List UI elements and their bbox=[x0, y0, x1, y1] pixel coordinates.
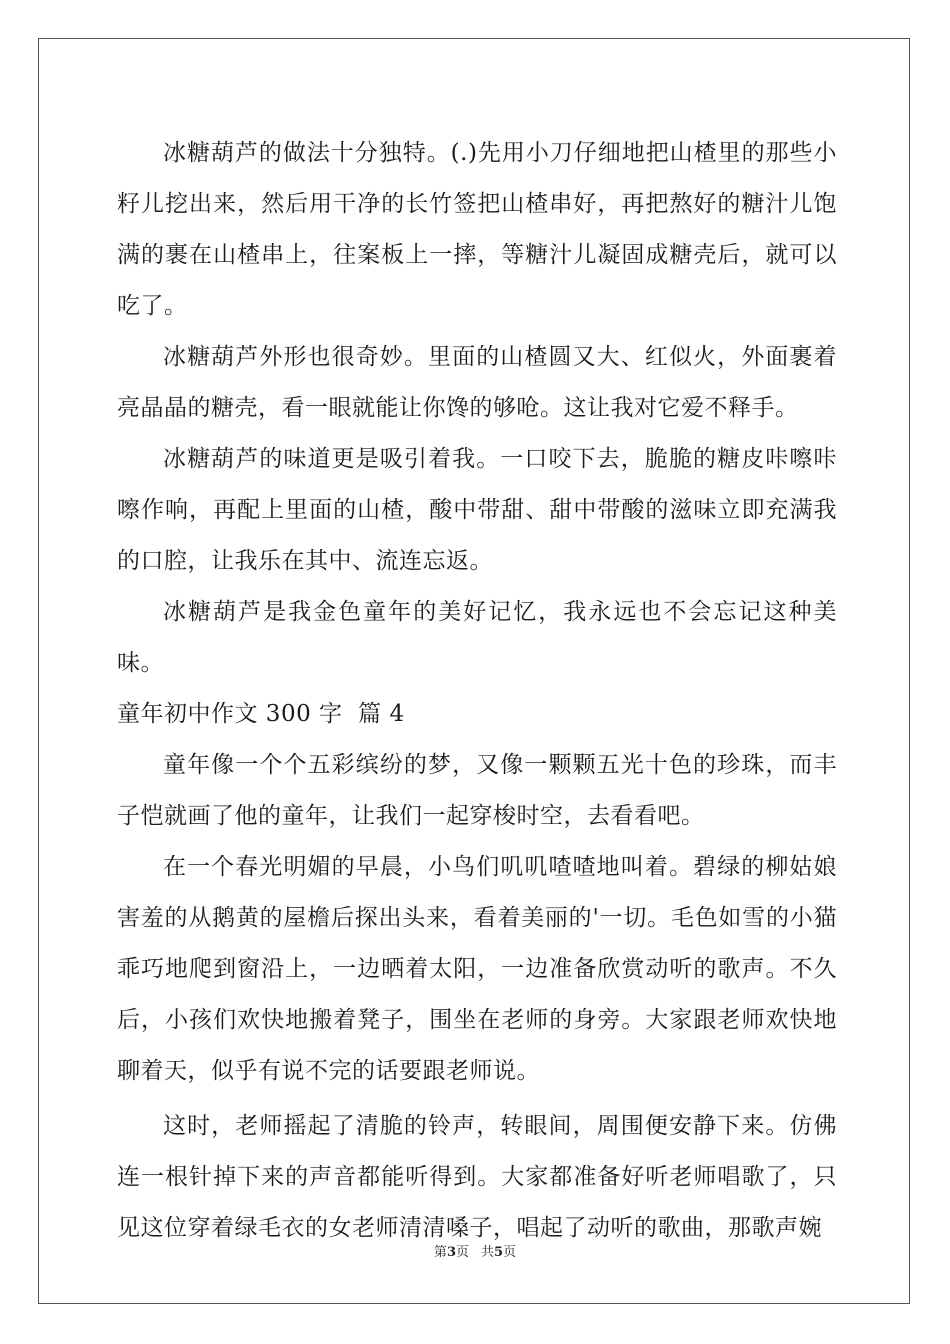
page-footer bbox=[0, 1241, 950, 1260]
page-number-prefix: 第 bbox=[433, 1245, 447, 1260]
paragraph: 冰糖葫芦外形也很奇妙。里面的山楂圆又大、红似火，外面裹着亮晶晶的糖壳，看一眼就能让你馋的够呛。这让我对它爱不释手。 bbox=[117, 344, 837, 421]
page-number-current: 3 bbox=[446, 1245, 456, 1260]
page-number-suffix: 页 bbox=[455, 1245, 469, 1260]
page-total-suffix: 页 bbox=[503, 1245, 517, 1260]
paragraph: 童年像一个个五彩缤纷的梦，又像一颗颗五光十色的珍珠，而丰子恺就画了他的童年，让我们一起穿梭时空，去看看吧。 bbox=[117, 752, 837, 829]
paragraph: 冰糖葫芦的味道更是吸引着我。一口咬下去，脆脆的糖皮咔嚓咔嚓作响，再配上里面的山楂，酸中带甜、甜中带酸的滋味立即充满我的口腔，让我乐在其中、流连忘返。 bbox=[117, 446, 837, 574]
paragraph: 这时，老师摇起了清脆的铃声，转眼间，周围便安静下来。仿佛连一根针掉下来的声音都能听得到。大家都准备好听老师唱歌了，只见这位穿着绿毛衣的女老师清清嗓子，唱起了动听的歌曲，那歌声婉 bbox=[117, 1113, 837, 1241]
paragraph: 冰糖葫芦的做法十分独特。(.)先用小刀仔细地把山楂里的那些小籽儿挖出来，然后用干净的长竹签把山楂串好，再把熬好的糖汁儿饱满的裹在山楂串上，往案板上一摔，等糖汁儿凝固成糖壳后，就可以吃了。 bbox=[117, 140, 837, 319]
section-heading: 童年初中作文 300 字 篇 4 bbox=[117, 701, 405, 727]
page-total-prefix: 共 bbox=[481, 1245, 495, 1260]
document-body bbox=[117, 128, 837, 1254]
paragraph: 冰糖葫芦是我金色童年的美好记忆，我永远也不会忘记这种美味。 bbox=[117, 599, 837, 676]
paragraph: 在一个春光明媚的早晨，小鸟们叽叽喳喳地叫着。碧绿的柳姑娘害羞的从鹅黄的屋檐后探出头来，看着美丽的'一切。毛色如雪的小猫乖巧地爬到窗沿上，一边晒着太阳，一边准备欣赏动听的歌声。不久后，小孩们欢快地搬着凳子，围坐在老师的身旁。大家跟老师欢快地聊着天，似乎有说不完的话要跟老师说。 bbox=[117, 854, 837, 1084]
page-number-total: 5 bbox=[494, 1245, 504, 1260]
